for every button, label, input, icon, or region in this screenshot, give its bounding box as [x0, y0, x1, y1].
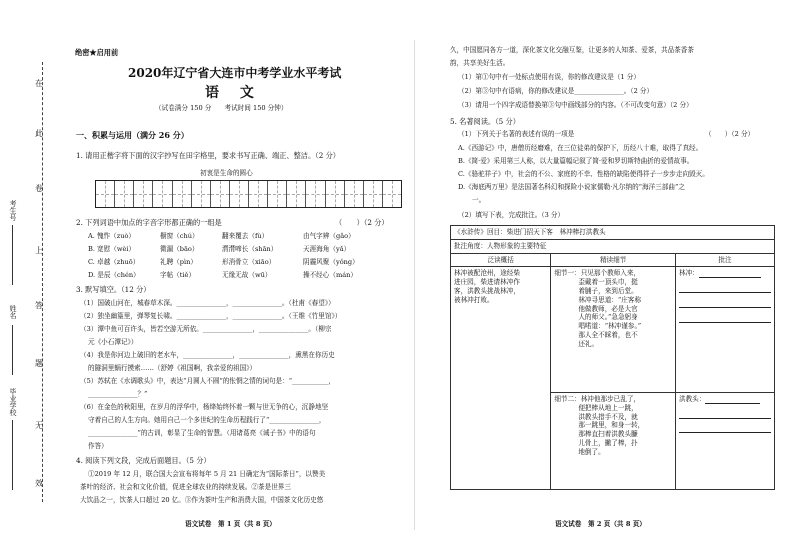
detail-line: 细节一：只见那个教师入来，	[554, 269, 641, 278]
q2-option: C. 卓越（zhuō）	[88, 258, 140, 266]
q2-option: 形消骨立（xiāo）	[222, 258, 276, 266]
fill-blank-line[interactable]: _______________”的古训，彰显了生命的智慧。（用诸葛亮《诫子书》中的语句	[88, 429, 316, 437]
detail-line: 那人全不睬着，也不	[578, 330, 638, 339]
question-3: 3. 默写填空。（12 分）	[76, 285, 151, 294]
detail-line: 洪教头措手不及，就	[578, 412, 638, 421]
field-exam-number-label: 考生号	[9, 200, 17, 221]
q2-option: 由气字辨（gǎo）	[303, 232, 355, 240]
q2-option: 潸潸啼长（shān）	[222, 245, 278, 253]
fill-blank-line[interactable]: _______________？”	[88, 390, 148, 398]
summary-line: 客，洪教头挑战林冲，	[454, 286, 520, 295]
detail-line: 唱喏道：“林冲谨参。”	[578, 322, 642, 331]
margin-char: 在	[35, 79, 43, 88]
q2-option: 翻来覆去（fù）	[222, 232, 269, 240]
detail-line: 儿骨上，撇了棒，扑	[578, 438, 638, 447]
detail-line: 人的师父。”急急躬身	[578, 313, 638, 322]
fill-blank-line[interactable]: （3）潭中鱼可百许头，皆若空游无所依。_______________，_______________。（柳宗	[80, 325, 332, 333]
fill-blank-line[interactable]: 守着自己的人生方向。她用自己一个多世纪的生命历程践行了“_______________，	[88, 416, 326, 424]
q5-option: 一。	[472, 196, 486, 204]
tianzige-grid[interactable]	[95, 180, 402, 208]
q2-option: 天涯海角（yǎ）	[303, 245, 351, 253]
fill-blank-line: 的隧洞里蜗行摸索……（舒婷《祖国啊，我亲爱的祖国》）	[88, 364, 257, 372]
fill-blank-line: 作答）	[88, 442, 108, 450]
q5-option: C.《骆驼祥子》中，社会的不公、家庭的不幸、性格的缺陷使得祥子一步步走向毁灭。	[458, 170, 709, 178]
passage-line: 大饮品之一，饮茶人口超过 20 亿。③作为茶叶生产和消费大国，中国茶文化历史悠	[80, 496, 324, 504]
detail-cell	[551, 267, 676, 393]
q2-option: B. 宽慰（wèi）	[88, 245, 136, 253]
summary-line: 进庄园，柴进请林冲作	[454, 278, 520, 287]
sub-question[interactable]: （3）请用一个四字成语替换第③句中画线部分的内容。（不可改变句意）（2 分）	[458, 101, 693, 109]
q2-option: D. 是辰（chén）	[88, 271, 140, 279]
summary-cell	[451, 267, 551, 490]
margin-char: 上	[35, 246, 43, 255]
note-cell[interactable]	[676, 392, 775, 489]
field-name-line[interactable]	[12, 325, 13, 375]
exam-title: 2020年辽宁省大连市中考学业水平考试	[128, 66, 342, 80]
detail-line: 还礼。	[578, 339, 599, 348]
page-divider	[414, 40, 415, 530]
detail-line: 那棒直扫着洪教头臁	[578, 430, 638, 439]
detail-line: 细节二：林冲他那步已乱了，	[554, 394, 641, 403]
page-footer: 语文试卷 第 1 页（共 8 页）	[185, 520, 276, 528]
q2-option: 操不经心（mán）	[303, 271, 357, 279]
detail-line: 歪戴着一顶头巾，挺	[578, 278, 638, 287]
col-header: 精读细节	[551, 253, 676, 267]
detail-line: 林冲寻思道：“庄客称	[578, 295, 642, 304]
table-header: 《水浒传》回目：柴进门招天下客 林冲棒打洪教头	[451, 226, 775, 240]
copy-text: 初衷是生命的圆心	[200, 169, 253, 177]
note-cell[interactable]	[676, 267, 775, 393]
passage-line: ①2019 年 12 月，联合国大会宣布将每年 5 月 21 日确定为“国际茶日”，以赞美	[88, 470, 326, 478]
note-label: 林冲：	[679, 269, 699, 278]
detail-line: 着脯子，来到后堂。	[578, 286, 638, 295]
field-school-label: 毕业学校	[9, 388, 17, 416]
page-footer: 语文试卷 第 2 页（共 8 页）	[555, 520, 646, 528]
q2-option: 字帖（tiě）	[160, 271, 196, 279]
q2-score[interactable]: （ ）（2 分）	[335, 218, 389, 227]
subject-title: 语 文	[205, 85, 262, 101]
fill-blank-line[interactable]: （4）我是你河边上破旧的老水车，_______________，_______________，熏黑在你历史	[80, 351, 335, 359]
margin-char: 效	[35, 479, 43, 488]
field-exam-number-line[interactable]	[12, 225, 13, 285]
passage-line: 久，中国愿同各方一道，深化茶文化交融互鉴，让更多的人知茶、爱茶，共品茶香茶	[450, 46, 694, 54]
annotation-table	[450, 225, 775, 490]
q2-option: 无缘无故（wū）	[222, 271, 272, 279]
summary-line: 林冲被配沧州，途经柴	[454, 269, 520, 278]
note-label: 洪教头：	[679, 394, 706, 403]
sub-question[interactable]: （2）第③句中有语病，你的修改建议是_______________。（2 分）	[458, 87, 654, 95]
fill-blank-line[interactable]: （1）国破山河在，城春草木深。_______________，_______________。（杜甫《春望》）	[80, 299, 335, 307]
passage-line: 茶叶的经济、社会和文化价值，促进全球农业的持续发展。②茶是世界三	[80, 483, 291, 491]
detail-line: 地倒了。	[578, 447, 605, 456]
margin-char: 此	[35, 129, 43, 138]
field-name-label: 姓名	[9, 305, 17, 319]
q2-option: 阴霾风聚（yǒng）	[303, 258, 359, 266]
q2-option: 橱窗（chú）	[160, 232, 199, 240]
question-1: 1. 请用正楷字将下面的汉字抄写在田字格里，要求书写正确、端正、整洁。（2 分）	[76, 151, 340, 160]
margin-char: 卷	[35, 184, 43, 193]
passage-line: 韵，共享美好生活。	[450, 59, 510, 67]
section-heading: 一、积累与运用（满分 26 分）	[76, 130, 189, 140]
question-4: 4. 阅读下列文段，完成后面题目。（5 分）	[76, 456, 211, 465]
question-2: 2. 下列词语中加点的字音字形都正确的一组是	[76, 218, 222, 227]
field-school-line[interactable]	[12, 420, 13, 490]
detail-line: 那一跳里，和身一转，	[578, 421, 645, 430]
q5-option: A.《西游记》中，唐僧历经磨难，在三位徒弟的保护下，历经八十难，取得了真经。	[458, 144, 703, 152]
q5-option: D.《海底两万里》是法国著名科幻和探险小说家儒勒·凡尔纳的“海洋三部曲”之	[458, 183, 685, 191]
margin-char: 答	[35, 301, 43, 310]
question-5: 5. 名著阅读。（5 分）	[450, 117, 520, 126]
detail-line: 便把棒从地上一跳，	[578, 403, 638, 412]
q2-option: 礼聘（pìn）	[160, 258, 197, 266]
detail-line: 他做教师，必是大官	[578, 304, 638, 313]
detail-cell	[551, 392, 676, 489]
col-header: 泛读概括	[451, 253, 551, 267]
fill-blank-line: 元《小石潭记》）	[88, 338, 138, 346]
sub-question: （2）填写下表，完成批注。（3 分）	[458, 211, 565, 219]
sub-question: （1）下列关于名著的表述有误的一项是	[458, 130, 575, 138]
col-header: 批注	[676, 253, 775, 267]
q5-score[interactable]: （ ）（2 分）	[705, 130, 755, 138]
table-angle: 批注角度：人物形象的主要特征	[451, 239, 775, 253]
fill-blank-line[interactable]: （5）苏轼在《水调歌头》中，表达“月圆人不圆”的怅惘之情的词句是：“___________，	[80, 377, 335, 385]
margin-char: 无	[35, 421, 43, 430]
sub-question[interactable]: （1）第①句中有一处标点使用有误，你的修改建议是（1 分）	[458, 73, 640, 81]
summary-line: 被林冲打败。	[454, 295, 494, 304]
fill-blank-line[interactable]: （2）独坐幽篁里，弹琴复长啸。_______________，_______________。（王维《竹里馆》）	[80, 312, 342, 320]
q2-option: A. 愧怍（zuò）	[88, 232, 136, 240]
score-info: （试卷满分 150 分 考试时间 150 分钟）	[155, 104, 288, 112]
q5-option: B.《简·爱》采用第三人称，以大量篇幅记叙了简·爱和罗切斯特曲折的爱情故事。	[458, 157, 694, 165]
secret-label: 绝密★启用前	[75, 48, 119, 57]
margin-char: 题	[35, 359, 43, 368]
fill-blank-line: （6）在金色的秋阳里，在岁月的浮华中，杨绛始终怀着一颗与世无争的心，沉静地坚	[80, 403, 329, 411]
q2-option: 微漏（bāo）	[160, 245, 199, 253]
